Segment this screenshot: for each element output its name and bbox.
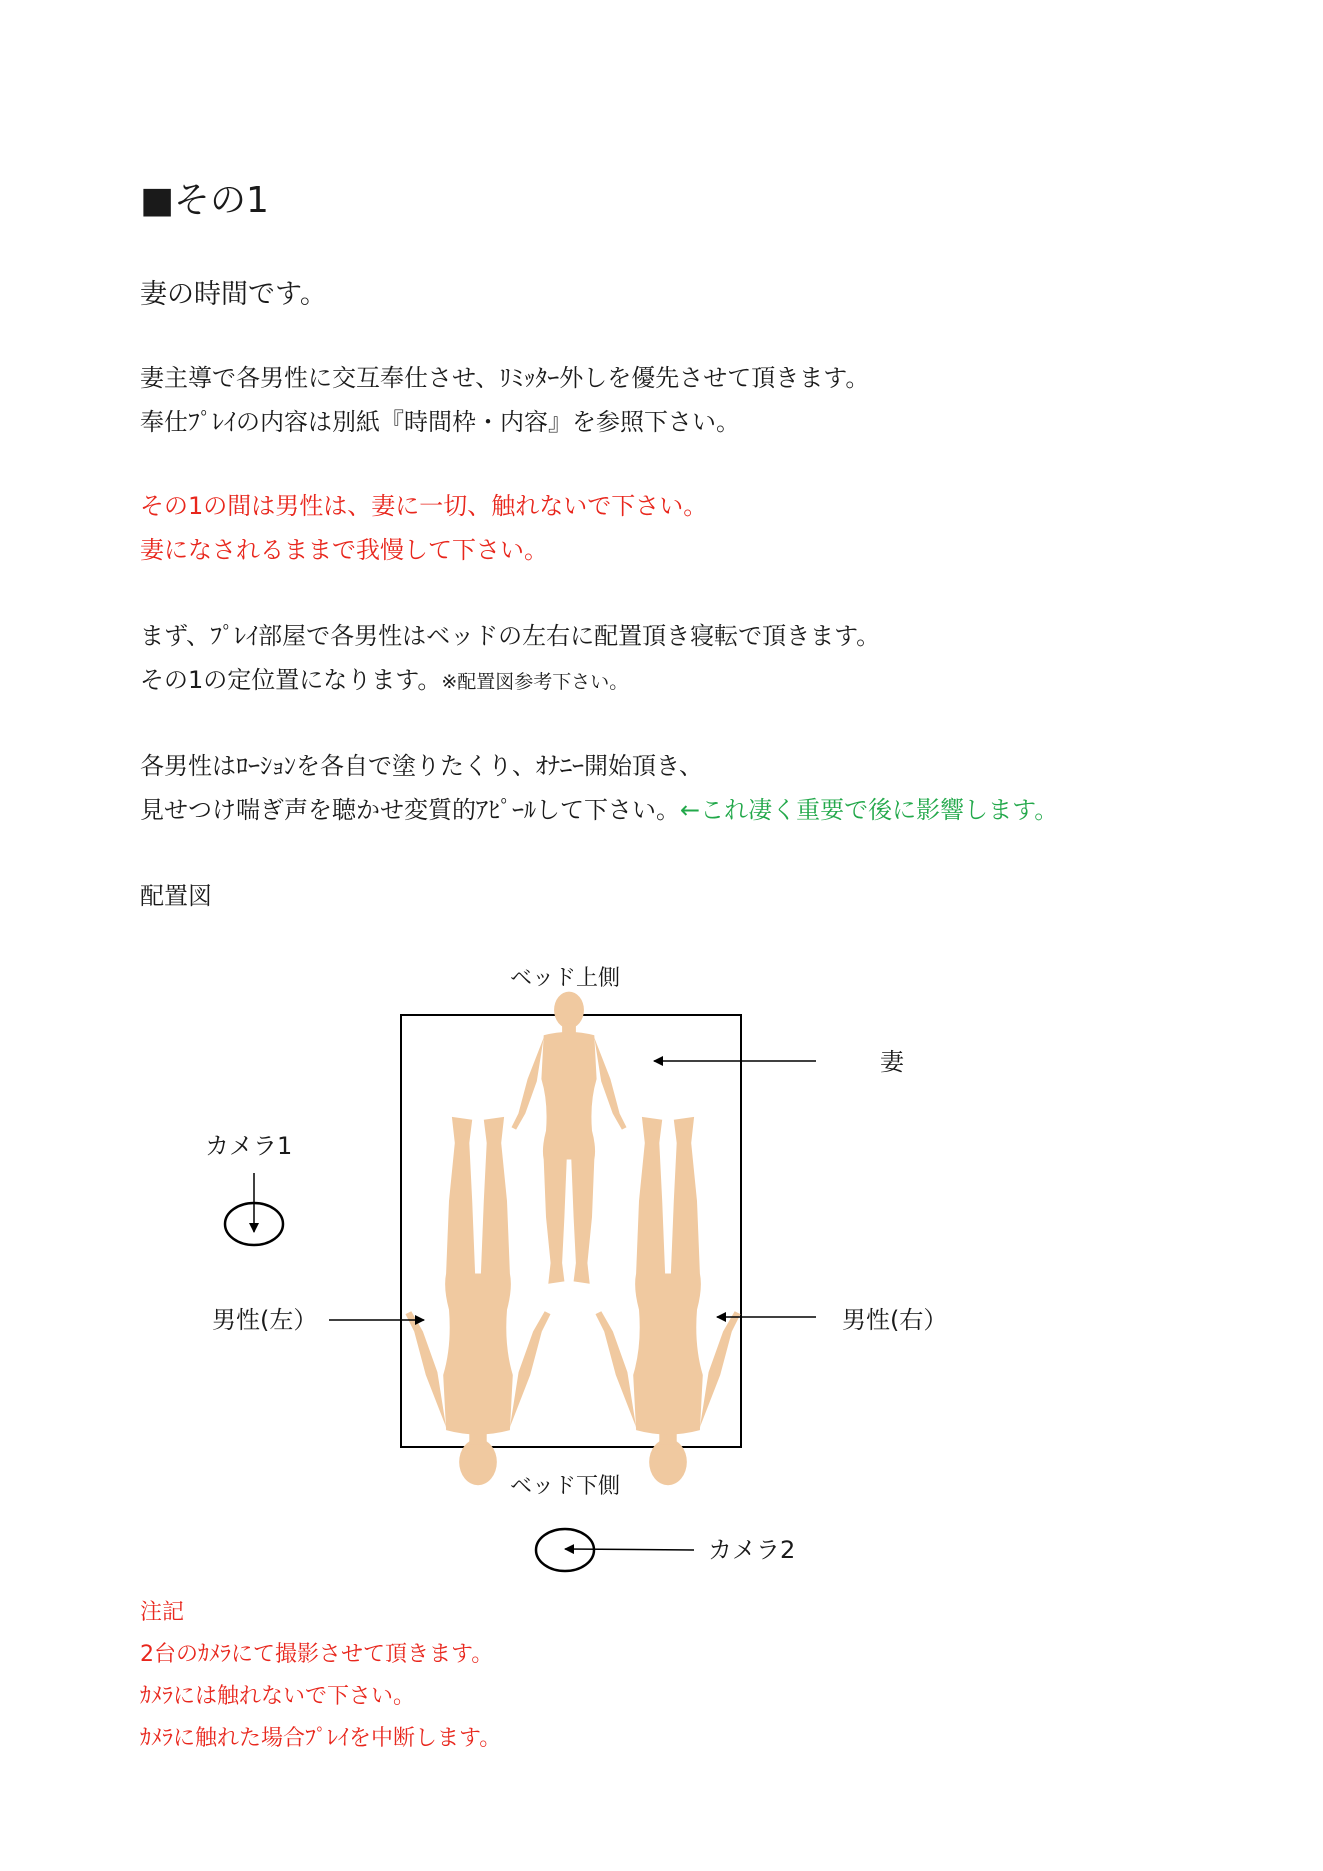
action-line-2-emphasis: ←これ凄く重要で後に影響します。: [680, 796, 1059, 824]
man-right-figure: [596, 1117, 741, 1485]
notes-line-2: ｶﾒﾗには触れないで下さい。: [140, 1684, 416, 1709]
setup-line-1: まず、ﾌﾟﾚｲ部屋で各男性はベッドの左右に配置頂き寝転で頂きます。: [140, 622, 881, 650]
man-right-label: 男性(右）: [842, 1306, 948, 1334]
camera2-arrow: [565, 1549, 694, 1550]
action-line-2-main: 見せつけ喘ぎ声を聴かせ変質的ｱﾋﾟｰﾙして下さい。: [140, 796, 680, 824]
notes-line-3: ｶﾒﾗに触れた場合ﾌﾟﾚｲを中断します。: [140, 1726, 502, 1751]
wife-label: 妻: [880, 1048, 904, 1076]
camera1-label: カメラ1: [205, 1132, 293, 1160]
notes-line-1: 2台のｶﾒﾗにて撮影させて頂きます。: [140, 1642, 494, 1667]
notes-title: 注記: [140, 1600, 185, 1625]
warning-line-2: 妻になされるままで我慢して下さい。: [140, 536, 548, 564]
camera2-label: カメラ2: [708, 1536, 796, 1564]
man-left-label: 男性(左）: [212, 1306, 318, 1334]
bed-top-label: ベッド上側: [510, 966, 621, 991]
camera2-icon: [536, 1529, 594, 1571]
intro-line-1: 妻主導で各男性に交互奉仕させ、ﾘﾐｯﾀｰ外しを優先させて頂きます。: [140, 364, 870, 392]
warning-line-1: その1の間は男性は、妻に一切、触れないで下さい。: [140, 492, 708, 520]
section-subheading: 妻の時間です。: [140, 279, 327, 310]
intro-line-2: 奉仕ﾌﾟﾚｲの内容は別紙『時間枠・内容』を参照下さい。: [140, 408, 740, 436]
page-heading: ■その1: [140, 180, 269, 221]
wife-figure: [512, 992, 627, 1284]
notes-block: [140, 1592, 501, 1760]
action-line-1: 各男性はﾛｰｼｮﾝを各自で塗りたくり、ｵﾅﾆｰ開始頂き、: [140, 752, 704, 780]
man-left-figure: [406, 1117, 551, 1485]
bed-bottom-label: ベッド下側: [510, 1474, 621, 1499]
setup-line-2-main: その1の定位置になります。: [140, 666, 442, 694]
setup-line-2-note: ※配置図参考下さい。: [441, 671, 629, 693]
diagram-title: 配置図: [140, 882, 212, 910]
